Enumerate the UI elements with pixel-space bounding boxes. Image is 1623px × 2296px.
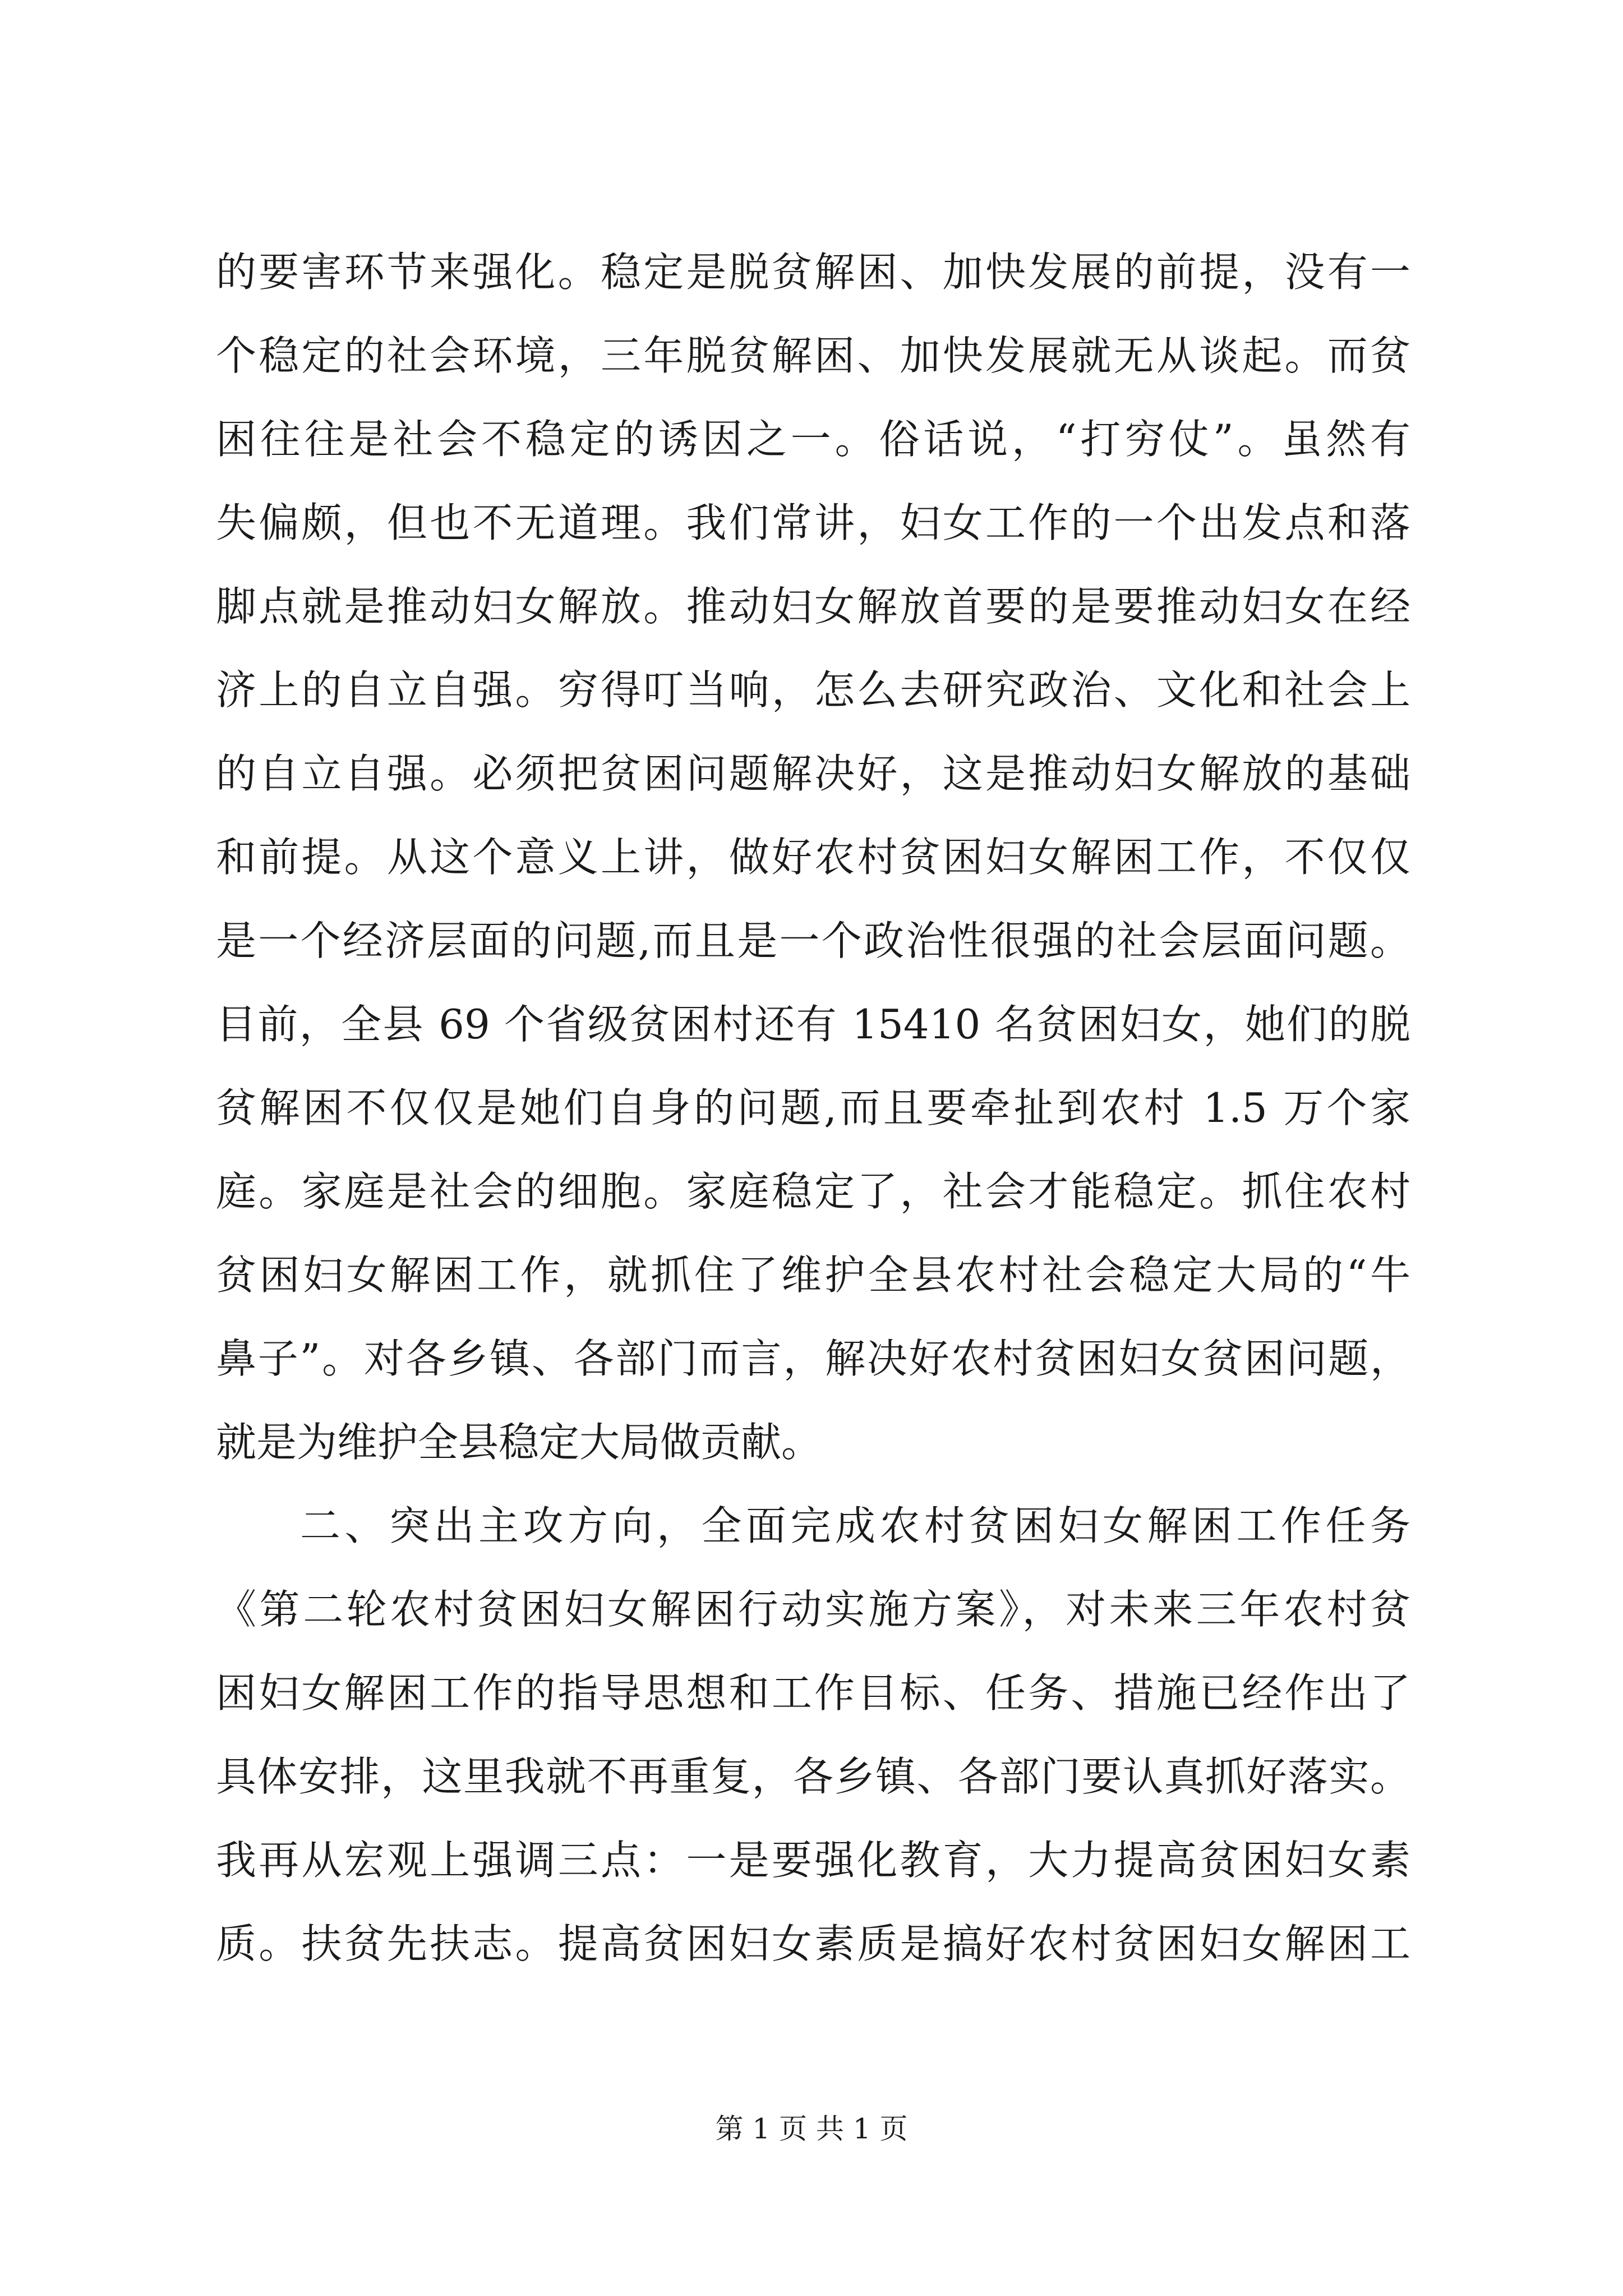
body-text-line: 是一个经济层面的问题,而且是一个政治性很强的社会层面问题。 (216, 917, 1410, 964)
page-footer: 第 1 页 共 1 页 (715, 2113, 908, 2145)
body-text-line: 庭。家庭是社会的细胞。家庭稳定了，社会才能稳定。抓住农村 (216, 1168, 1410, 1215)
body-text-line: 就是为维护全县稳定大局做贡献。 (216, 1419, 822, 1466)
body-text-line: 《第二轮农村贫困妇女解困行动实施方案》，对未来三年农村贫 (216, 1586, 1410, 1633)
body-text-line: 的要害环节来强化。稳定是脱贫解困、加快发展的前提，没有一 (216, 249, 1410, 296)
body-text-line: 的自立自强。必须把贫困问题解决好，这是推动妇女解放的基础 (216, 750, 1410, 797)
body-text-line: 个稳定的社会环境，三年脱贫解困、加快发展就无从谈起。而贫 (216, 332, 1410, 379)
body-text-line: 困往往是社会不稳定的诱因之一。俗话说，“打穷仗”。虽然有 (216, 416, 1410, 463)
body-text-line: 贫解困不仅仅是她们自身的问题,而且要牵扯到农村 1.5 万个家 (216, 1084, 1410, 1131)
body-text-line: 我再从宏观上强调三点：一是要强化教育，大力提高贫困妇女素 (216, 1837, 1410, 1884)
body-text-line: 贫困妇女解困工作，就抓住了维护全县农村社会稳定大局的“牛 (216, 1251, 1410, 1299)
body-text-line: 和前提。从这个意义上讲，做好农村贫困妇女解困工作，不仅仅 (216, 834, 1410, 881)
body-text-line: 质。扶贫先扶志。提高贫困妇女素质是搞好农村贫困妇女解困工 (216, 1920, 1410, 1967)
body-text-line: 失偏颇，但也不无道理。我们常讲，妇女工作的一个出发点和落 (216, 499, 1410, 546)
body-text-line: 目前，全县 69 个省级贫困村还有 15410 名贫困妇女，她们的脱 (216, 1001, 1410, 1048)
body-text-line: 脚点就是推动妇女解放。推动妇女解放首要的是要推动妇女在经 (216, 583, 1410, 630)
body-text-line: 困妇女解困工作的指导思想和工作目标、任务、措施已经作出了 (216, 1669, 1410, 1717)
body-text-line: 鼻子”。对各乡镇、各部门而言，解决好农村贫困妇女贫困问题， (216, 1335, 1410, 1382)
section-heading: 二、突出主攻方向，全面完成农村贫困妇女解困工作任务 (300, 1502, 1410, 1549)
body-text-line: 具体安排，这里我就不再重复，各乡镇、各部门要认真抓好落实。 (216, 1753, 1410, 1800)
body-text-line: 济上的自立自强。穷得叮当响，怎么去研究政治、文化和社会上 (216, 666, 1410, 714)
